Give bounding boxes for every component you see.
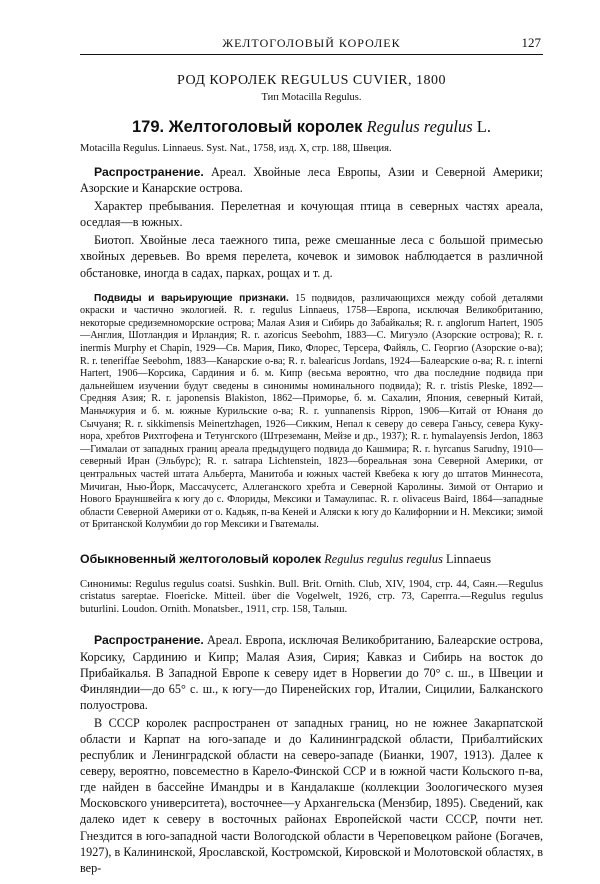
- species-distribution: [80, 164, 543, 196]
- species-heading-number: 179. Желтоголовый королек: [131, 118, 363, 136]
- subspecies-ussr-range: В СССР королек распространен от западных границ, но не южнее Закарпатской области и Карпат на юго-западе и до Калининградской области, Прибалтийских республик и Ленинградской области на северо-западе (Бианки, 1907, 1913). Далее к северу, вероятно, повсеместно в Карело-Финской ССР и в южной части Кольского п-ва, где найден в бассейне Имандры и в Кандалакше (коллекции Зоологического музея Московского университета), восточнее—у Архангельска (Мензбир, 1895). Сведений, как далеко идет к северу в восточных районах Европейской части СССР, почти нет. Гнездится в юго-западной части Вологодской области в Череповецком районе (Богачев, 1927), в Калининской, Ярославской, Костромской, Кировской и Молотовской областях, в вер-: [80, 715, 543, 875]
- subspecies-distribution-label: Распространение.: [94, 633, 204, 648]
- subspecies-heading-author: Linnaeus: [445, 551, 492, 566]
- genus-heading: РОД КОРОЛЕК REGULUS CUVIER, 1800: [177, 73, 446, 88]
- species-stay: Характер пребывания. Перелетная и кочующая птица в северных частях ареала, оседлая—в южных.: [80, 199, 543, 230]
- page-number: 127: [521, 35, 541, 50]
- subspecies-list: [80, 293, 543, 532]
- running-head: [80, 36, 543, 55]
- running-head-title: ЖЕЛТОГОЛОВЫЙ КОРОЛЕК: [222, 36, 401, 50]
- distribution-text: Ареал. Хвойные леса Европы, Азии и Северной Америки; Азорские и Канарские острова.: [80, 165, 543, 196]
- species-heading-author: L.: [476, 117, 492, 136]
- species-heading: [80, 117, 543, 137]
- genus-type-line: Тип Motacilla Regulus.: [261, 92, 362, 103]
- subspecies-heading: [80, 552, 543, 567]
- subspecies-distribution: [80, 632, 543, 712]
- subspecies-list-text: 15 подвидов, различающихся между собой деталями окраски и частично экологией. R. r. regulus Linnaeus, 1758—Европа, исключая Великобританию, некоторые средиземноморские острова; Малая Азия и Сибирь до Забайкалья; R. r. anglorum Hartert, 1905—Англия, Шотландия и Ирландия; R. r. azoricus Seebohm, 1883—С. Мигуэло (Азорские острова); R. r. inermis Murphy et Chapin, 1929—Св. Мария, Пико, Флорес, Терсера, Файяль, С. Георгио (Азорские о-ва); R. r. teneriffae Seebohm, 1883—Канарские о-ва; R. r. balearicus Jordans, 1924—Балеарские о-ва; R. r. interni Hartert, 1906—Корсика, Сардиния и б. м. Кипр (весьма вероятно, что два последние подвида при дальнейшем изучении будут сведены в синонимы номинального подвида); R. r. tristis Pleske, 1892—Средняя Азия; R. r. japonensis Blakiston, 1862—Приморье, б. м. Сахалин, Япония, северный Китай, Маньчжурия и б. м. южные Курильские о-ва; R. r. yunnanensis Rippon, 1906—Китай от Юнаня до Сычуаня; R. r. sikkimensis Meinertzhagen, 1926—Сикким, Непал к северу до севера Ганьсу, севера Куку-нора, хребтов Рихтгофена и Тетунгского (Штреземанн, Мейзе и др., 1937); R. r. hymalayensis Jerdon, 1863—Гималаи от западных границ ареала предыдущего подвида до Кашмира; R. r. hyrcanus Sarudny, 1910—северный Иран (Эльбурс); R. r. satrapa Lichtenstein, 1823—бореальная зона Северной Америки, от центральных частей штата Альберта, Манитоба и южных частей Квебека к югу до штатов Миннесота, Мичиган, Нью-Йорк, Массачусетс, Аллеганского хребта и Северной Каролины. Зимой от Онтарио и Нового Брауншвейга к югу до с. Флориды, Мексики и Тамаулипас. R. r. olivaceus Baird, 1864—западные области Северной Америки от о. Кадьяк, п-ва Кеней и Аляски к югу до Калифорнии и Н. Мексики; зимой от Британской Колумбии до гор Мексики и Гватемалы.: [80, 292, 543, 531]
- subspecies-synonyms: Синонимы: Regulus regulus coatsi. Sushkin. Bull. Brit. Ornith. Club, XIV, 1904, стр. 44, Саян.—Regulus cristatus sareptae. Floericke. Mitteil. über die Vogelwelt, 1926, стр. 73, Сарепта.—Regulus regulus buturlini. Loudon. Ornith. Monatsber., 1911, стр. 158, Талыш.: [80, 578, 543, 615]
- subspecies-list-label: Подвиды и варьирующие признаки.: [94, 292, 289, 304]
- species-heading-latin: Regulus regulus: [366, 117, 473, 136]
- species-biotope: Биотоп. Хвойные леса таежного типа, реже смешанные леса с большой примесью хвойных деревьев. Во время перелета, кочевок и зимовок наблюдается в различной обстановке, иногда в садах, парках, рощах и т. д.: [80, 233, 543, 280]
- subspecies-heading-latin: Regulus regulus regulus: [324, 551, 443, 566]
- species-citation: Motacilla Regulus. Linnaeus. Syst. Nat., 1758, изд. X, стр. 188, Швеция.: [80, 143, 392, 154]
- subspecies-heading-ru: Обыкновенный желтоголовый королек: [80, 551, 322, 566]
- page: [80, 36, 543, 876]
- subspecies-distribution-text: Ареал. Европа, исключая Великобританию, Балеарские острова, Корсику, Сардинию и Кипр; Малая Азия, Сирия; Кавказ и Сибирь на восток до Прибайкалья. В Западной Европе к северу идет в Норвегии до 70° с. ш., в Швеции и Финляндии—до 65° с. ш., к югу—до Пиренейских гор, Италии, Сицилии, Балканского полуострова.: [80, 633, 544, 712]
- distribution-label: Распространение.: [94, 165, 204, 179]
